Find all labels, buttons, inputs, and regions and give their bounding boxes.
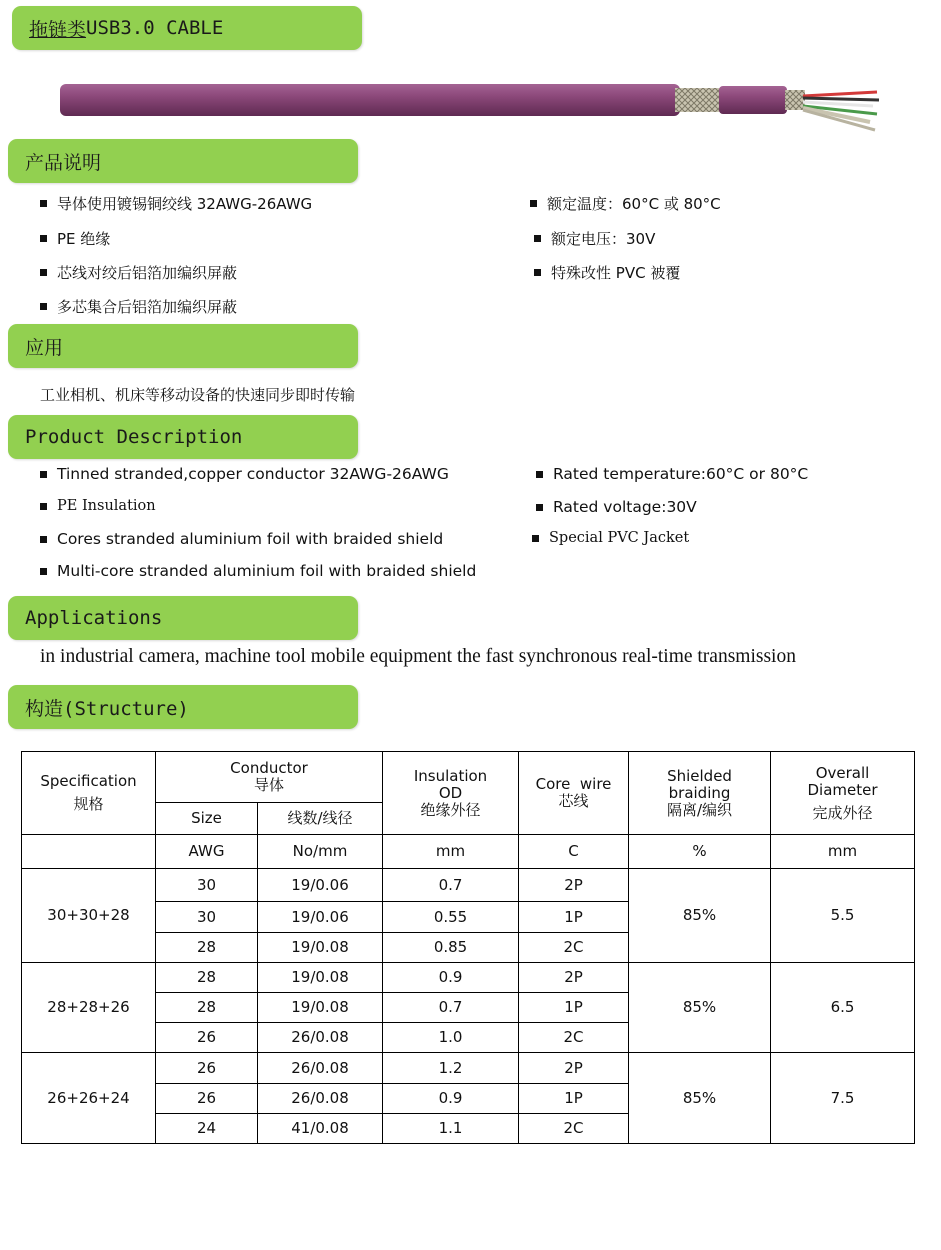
- list-item: PE Insulation: [40, 498, 156, 514]
- table-cell: 0.7: [383, 869, 519, 902]
- header-od: Overall Diameter 完成外径: [771, 752, 915, 835]
- table-row: [22, 869, 915, 902]
- title-cn: 拖链类: [29, 18, 87, 41]
- cable-image: [55, 70, 885, 140]
- header-strands: 线数/线径: [258, 803, 383, 835]
- table-cell: 30: [156, 869, 258, 902]
- list-item: 多芯集合后铝箔加编织屏蔽: [40, 296, 237, 317]
- header-spec: Specification 规格: [22, 752, 156, 835]
- table-cell: 26/0.08: [258, 1084, 383, 1114]
- section-structure-label: 构造(Structure): [25, 697, 189, 720]
- structure-table: [21, 751, 915, 1144]
- section-app-en: [8, 596, 358, 640]
- spec-cell: 26+26+24: [22, 1053, 156, 1144]
- list-item: Special PVC Jacket: [532, 530, 689, 546]
- section-desc-en-label: Product Description: [25, 426, 243, 448]
- spec-cell: 28+28+26: [22, 963, 156, 1053]
- table-cell: 26: [156, 1023, 258, 1053]
- list-item: 特殊改性 PVC 被覆: [534, 262, 680, 283]
- header-shield: Shielded braiding 隔离/编织: [629, 752, 771, 835]
- list-item: Tinned stranded,copper conductor 32AWG-26AWG: [40, 465, 449, 483]
- table-cell: 2P: [519, 963, 629, 993]
- list-item: 导体使用镀锡铜绞线 32AWG-26AWG: [40, 193, 312, 214]
- title-en: USB3.0 CABLE: [86, 17, 224, 39]
- table-cell: 0.9: [383, 1084, 519, 1114]
- app-cn-text: 工业相机、机床等移动设备的快速同步即时传输: [40, 386, 356, 404]
- header-insulation: Insulation OD 绝缘外径: [383, 752, 519, 835]
- list-item: 额定温度：60°C 或 80°C: [530, 193, 721, 214]
- section-desc-cn-label: 产品说明: [25, 151, 102, 174]
- header-conductor: Conductor 导体: [156, 752, 383, 803]
- shield-cell: 85%: [629, 963, 771, 1053]
- list-item: Cores stranded aluminium foil with braided shield: [40, 530, 443, 548]
- list-item: Rated voltage:30V: [536, 498, 697, 516]
- table-cell: 1P: [519, 993, 629, 1023]
- table-cell: 26/0.08: [258, 1053, 383, 1084]
- section-desc-en: [8, 415, 358, 459]
- table-cell: 19/0.06: [258, 869, 383, 902]
- table-cell: 19/0.08: [258, 933, 383, 963]
- table-cell: 19/0.08: [258, 993, 383, 1023]
- od-cell: 6.5: [771, 963, 915, 1053]
- section-desc-cn: [8, 139, 358, 183]
- table-cell: 24: [156, 1114, 258, 1144]
- table-cell: 26/0.08: [258, 1023, 383, 1053]
- table-cell: 1.0: [383, 1023, 519, 1053]
- table-cell: 28: [156, 993, 258, 1023]
- table-cell: 2P: [519, 869, 629, 902]
- table-cell: 0.9: [383, 963, 519, 993]
- list-item: 额定电压：30V: [534, 228, 655, 249]
- section-structure: [8, 685, 358, 729]
- table-cell: 19/0.06: [258, 902, 383, 933]
- section-app-cn-label: 应用: [25, 336, 64, 359]
- table-cell: 2P: [519, 1053, 629, 1084]
- list-item: 芯线对绞后铝箔加编织屏蔽: [40, 262, 237, 283]
- table-cell: 19/0.08: [258, 963, 383, 993]
- list-item: Rated temperature:60°C or 80°C: [536, 465, 808, 483]
- table-cell: 28: [156, 933, 258, 963]
- table-cell: 1P: [519, 1084, 629, 1114]
- table-cell: 26: [156, 1084, 258, 1114]
- table-cell: 26: [156, 1053, 258, 1084]
- od-cell: 7.5: [771, 1053, 915, 1144]
- title-banner: [12, 6, 362, 50]
- table-row: [22, 963, 915, 993]
- shield-cell: 85%: [629, 869, 771, 963]
- list-item: PE 绝缘: [40, 228, 110, 249]
- list-item: Multi-core stranded aluminium foil with braided shield: [40, 562, 476, 580]
- units-row: AWG No/mm mm C % mm: [22, 835, 915, 869]
- table-cell: 28: [156, 963, 258, 993]
- table-cell: 0.55: [383, 902, 519, 933]
- section-app-cn: [8, 324, 358, 368]
- table-cell: 1P: [519, 902, 629, 933]
- shield-cell: 85%: [629, 1053, 771, 1144]
- table-cell: 2C: [519, 1023, 629, 1053]
- section-app-en-label: Applications: [25, 607, 163, 629]
- od-cell: 5.5: [771, 869, 915, 963]
- table-cell: 0.85: [383, 933, 519, 963]
- table-cell: 2C: [519, 933, 629, 963]
- table-cell: 1.1: [383, 1114, 519, 1144]
- table-cell: 2C: [519, 1114, 629, 1144]
- header-size: Size: [156, 803, 258, 835]
- app-en-text: in industrial camera, machine tool mobile equipment the fast synchronous real-time transmission: [40, 646, 796, 667]
- table-row: [22, 1053, 915, 1084]
- header-core: Core wire 芯线: [519, 752, 629, 835]
- table-cell: 30: [156, 902, 258, 933]
- spec-cell: 30+30+28: [22, 869, 156, 963]
- table-cell: 0.7: [383, 993, 519, 1023]
- table-cell: 41/0.08: [258, 1114, 383, 1144]
- table-cell: 1.2: [383, 1053, 519, 1084]
